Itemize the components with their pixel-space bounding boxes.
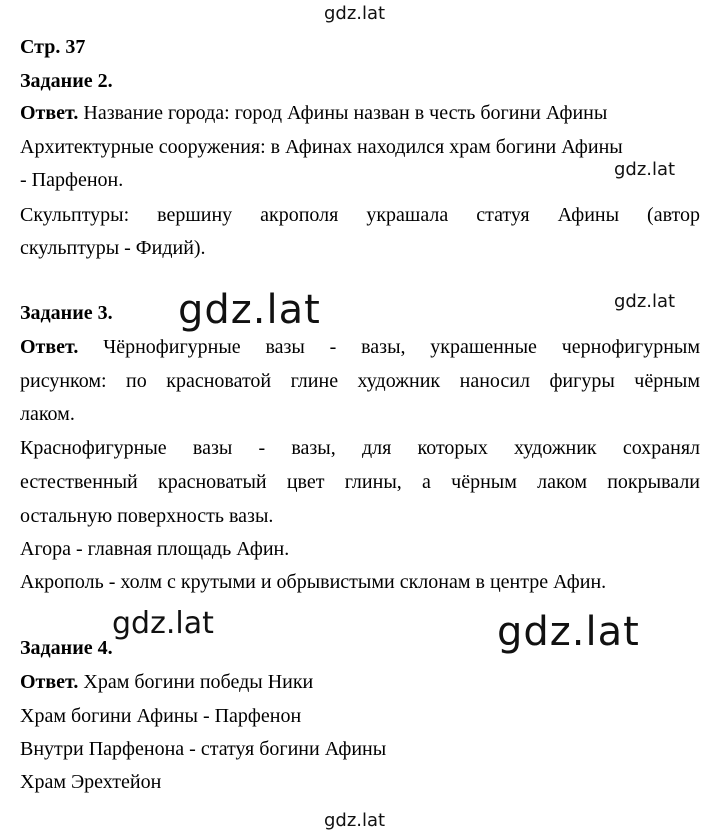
task3-line1 [20,335,700,359]
watermark-large-1: gdz.lat [178,287,321,333]
watermark-mid-left: gdz.lat [112,606,214,641]
task4-text1: Храм богини победы Ники [83,671,314,693]
task3-line6: остальную поверхность вазы. [20,505,274,527]
task2-line5: скульптуры - Фидий). [20,237,206,259]
task2-line2: Архитектурные сооружения: в Афинах находился храм богини Афины [20,136,623,158]
task3-text1: Чёрнофигурные вазы - вазы, украшенные чернофигурным [103,336,701,358]
task2-line3: - Парфенон. [20,169,124,191]
task2-title: Задание 2. [20,70,113,92]
task3-line3: лаком. [20,403,75,425]
task2-line1 [20,101,607,125]
task4-line2: Храм богини Афины - Парфенон [20,705,302,727]
task3-title: Задание 3. [20,302,113,324]
task2-line4: Скульптуры: вершину акрополя украшала статуя Афины (автор [20,204,700,226]
task3-line5: естественный красноватый цвет глины, а чёрным лаком покрывали [20,471,700,493]
task3-answer-label: Ответ. [20,336,79,358]
task2-answer-label: Ответ. [20,102,79,124]
watermark-bottom: gdz.lat [324,810,386,831]
task4-line3: Внутри Парфенона - статуя богини Афины [20,738,387,760]
watermark-large-2: gdz.lat [497,609,640,655]
task3-line4: Краснофигурные вазы - вазы, для которых художник сохранял [20,437,700,459]
watermark-right-1: gdz.lat [614,159,676,180]
watermark-top: gdz.lat [324,3,386,24]
task3-line2: рисунком: по красноватой глине художник наносил фигуры чёрным [20,370,700,392]
task4-line4: Храм Эрехтейон [20,771,162,793]
task3-line7: Агора - главная площадь Афин. [20,538,290,560]
task4-answer-label: Ответ. [20,671,79,693]
page-label: Стр. 37 [20,36,86,58]
task4-title: Задание 4. [20,637,113,659]
task4-line1 [20,670,313,694]
task3-line8: Акрополь - холм с крутыми и обрывистыми склонам в центре Афин. [20,571,607,593]
watermark-right-2: gdz.lat [614,291,676,312]
task2-text1: Название города: город Афины назван в честь богини Афины [83,102,608,124]
